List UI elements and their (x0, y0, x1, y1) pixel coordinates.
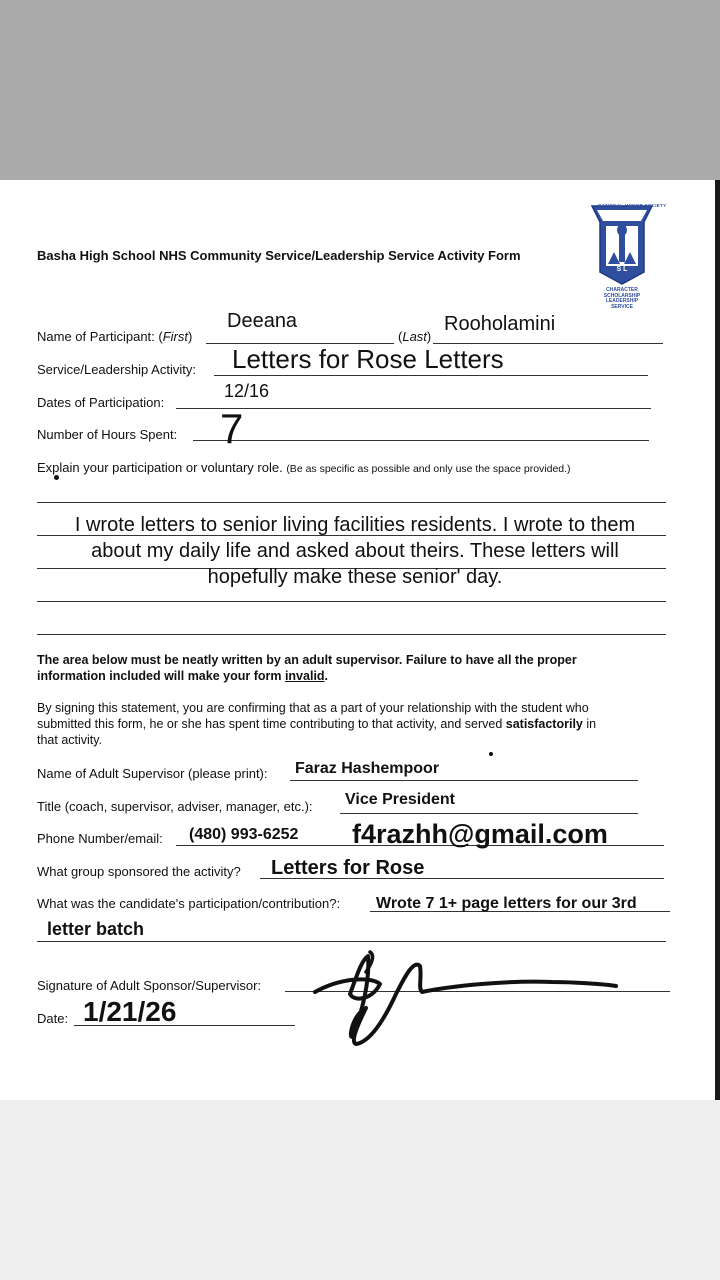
form-page (0, 180, 720, 1100)
hours-line (193, 440, 649, 441)
supervisor-title-label: Title (coach, supervisor, adviser, manager, etc.): (37, 799, 313, 814)
logo-top-text: NATIONAL HONOR SOCIETY (598, 203, 667, 208)
date-value: 1/21/26 (83, 996, 177, 1027)
participant-name-label: Name of Participant: (First) (37, 329, 193, 344)
supervisor-name-label: Name of Adult Supervisor (please print): (37, 766, 268, 781)
supervisor-title-value: Vice President (345, 791, 455, 808)
supervisor-name-line (290, 780, 638, 781)
explain-label: Explain your participation or voluntary role. (Be as specific as possible and only use the space provided.) (37, 460, 571, 475)
hours-label: Number of Hours Spent: (37, 427, 178, 442)
activity-value: Letters for Rose Letters (232, 344, 504, 374)
explanation-line-3: hopefully make these senior' day. (207, 566, 503, 588)
group-value: Letters for Rose (271, 857, 425, 879)
supervisor-statement: By signing this statement, you are confirming that as a part of your relationship with the student who submitted this form, he or she has spent time contributing to that activity, and served satisfactorily in that activity. (37, 701, 597, 747)
first-name-value: Deeana (227, 310, 298, 332)
contribution-value-2: letter batch (47, 919, 145, 939)
contribution-label: What was the candidate's participation/contribution?: (37, 896, 341, 911)
supervisor-signature (310, 942, 630, 1052)
activity-label: Service/Leadership Activity: (37, 362, 196, 377)
nhs-logo (584, 202, 667, 312)
explain-line-4 (37, 601, 666, 602)
bottom-gray-band (0, 1100, 720, 1280)
activity-line (214, 375, 648, 376)
supervisor-title-line (340, 813, 638, 814)
supervisor-name-value: Faraz Hashempoor (295, 760, 440, 777)
explain-line-1 (37, 502, 666, 503)
signature-label: Signature of Adult Sponsor/Supervisor: (37, 978, 262, 993)
hours-value: 7 (220, 405, 244, 452)
group-label: What group sponsored the activity? (37, 864, 241, 879)
dates-line (176, 408, 651, 409)
phone-email-label: Phone Number/email: (37, 831, 163, 846)
email-value: f4razhh@gmail.com (352, 819, 608, 849)
explanation-line-1: I wrote letters to senior living facilities residents. I wrote to them (74, 514, 636, 536)
logo-bottom-text: CHARACTER SCHOLARSHIP LEADERSHIP SERVICE (603, 287, 641, 310)
last-name-label: (Last) (398, 329, 432, 344)
phone-value: (480) 993-6252 (189, 826, 299, 843)
dates-value: 12/16 (224, 381, 270, 401)
ink-dot (54, 475, 59, 480)
explanation-line-2: about my daily life and asked about theirs. These letters will (91, 540, 619, 562)
explain-line-5 (37, 634, 666, 635)
supervisor-warning: The area below must be neatly written by an adult supervisor. Failure to have all the proper information included will make your form invalid. (37, 653, 577, 683)
dates-label: Dates of Participation: (37, 395, 165, 410)
contribution-value-1: Wrote 7 1+ page letters for our 3rd (376, 895, 637, 912)
ink-dot (489, 752, 493, 756)
form-title: Basha High School NHS Community Service/Leadership Service Activity Form (37, 248, 521, 263)
last-name-value: Rooholamini (444, 313, 556, 335)
svg-text:S L: S L (616, 266, 628, 273)
top-gray-band (0, 0, 720, 180)
date-label: Date: (37, 1011, 69, 1026)
